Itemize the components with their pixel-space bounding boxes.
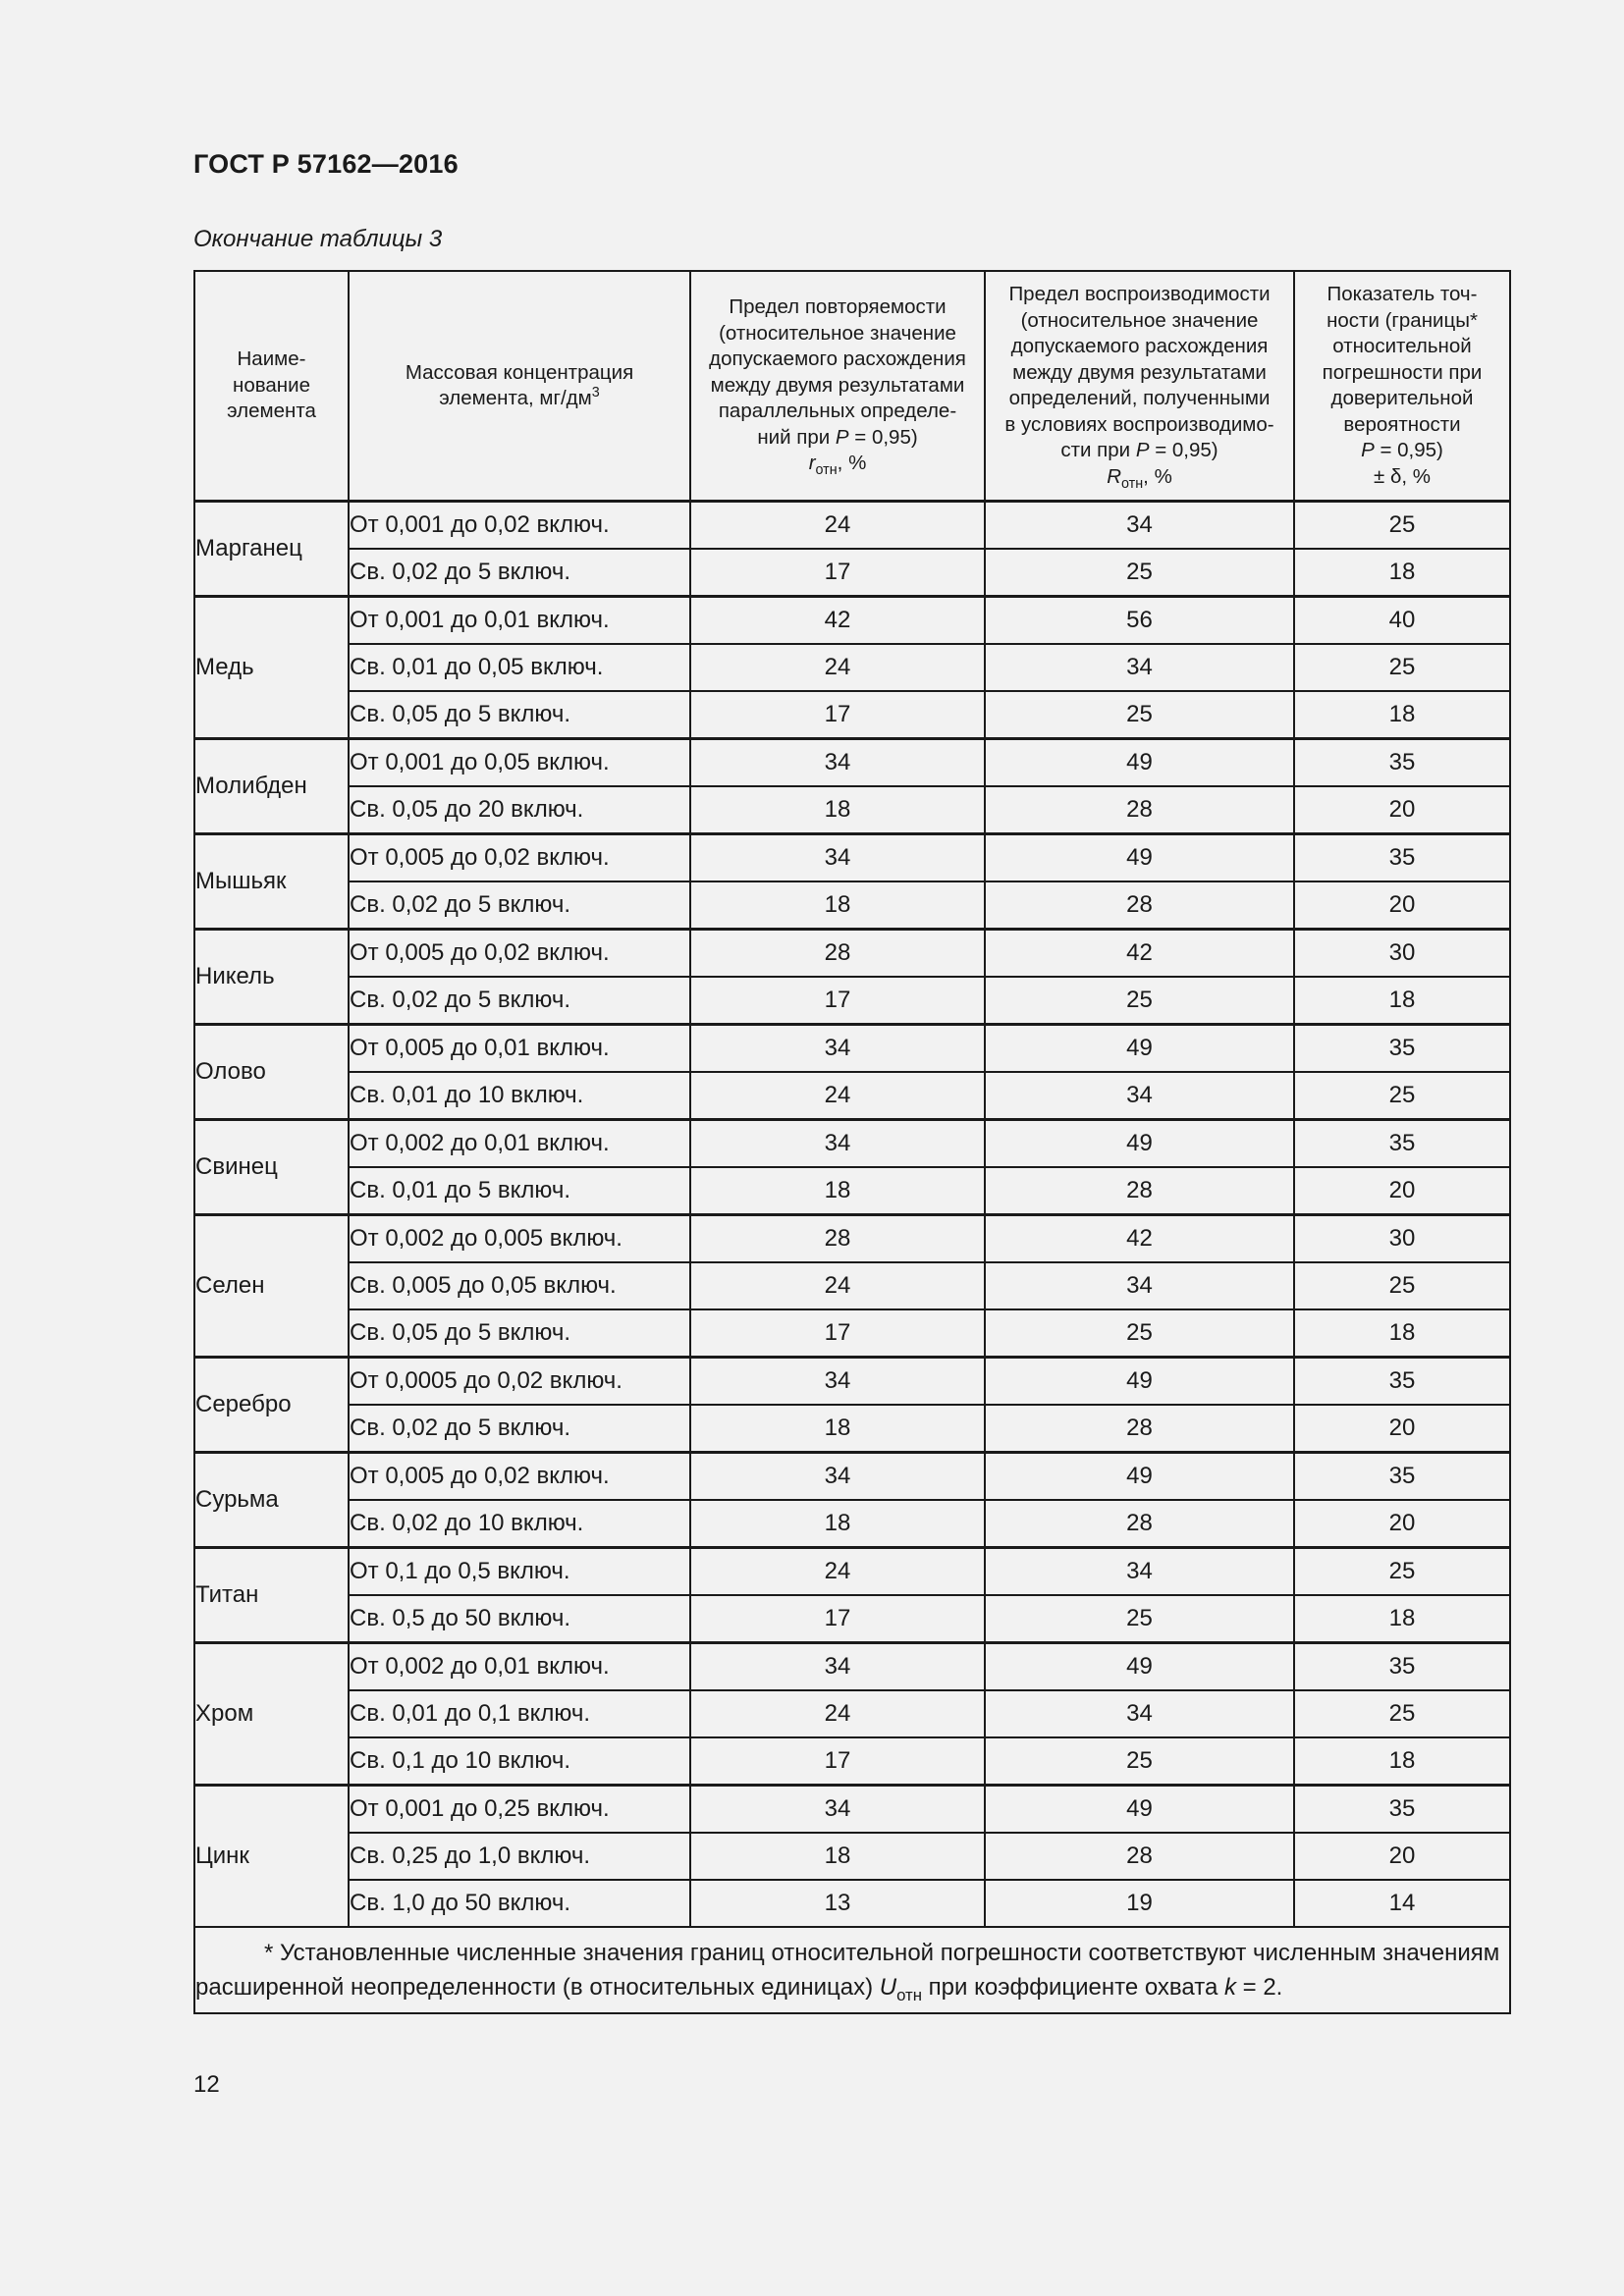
accuracy-cell: 25 [1294, 1548, 1510, 1596]
accuracy-cell: 35 [1294, 834, 1510, 882]
repeatability-cell: 34 [690, 739, 985, 787]
table-row [194, 881, 1510, 930]
concentration-range-cell: От 0,001 до 0,05 включ. [349, 739, 690, 787]
reproducibility-cell: 34 [985, 1548, 1294, 1596]
table-row [194, 1786, 1510, 1834]
reproducibility-cell: 25 [985, 1309, 1294, 1358]
reproducibility-cell: 25 [985, 549, 1294, 597]
repeatability-cell: 17 [690, 1595, 985, 1643]
table-row [194, 1262, 1510, 1309]
concentration-range-cell: Св. 0,02 до 5 включ. [349, 881, 690, 930]
concentration-range-cell: Св. 0,1 до 10 включ. [349, 1737, 690, 1786]
concentration-range-cell: Св. 0,05 до 20 включ. [349, 786, 690, 834]
repeatability-cell: 42 [690, 597, 985, 645]
reproducibility-cell: 28 [985, 1500, 1294, 1548]
table-row [194, 1643, 1510, 1691]
repeatability-cell: 34 [690, 1786, 985, 1834]
accuracy-cell: 20 [1294, 1405, 1510, 1453]
element-name-cell: Цинк [194, 1786, 349, 1928]
concentration-range-cell: От 0,002 до 0,01 включ. [349, 1643, 690, 1691]
accuracy-cell: 25 [1294, 1072, 1510, 1120]
concentration-range-cell: От 0,001 до 0,25 включ. [349, 1786, 690, 1834]
accuracy-cell: 30 [1294, 1215, 1510, 1263]
table-row [194, 1833, 1510, 1880]
accuracy-cell: 35 [1294, 1120, 1510, 1168]
element-name-cell: Титан [194, 1548, 349, 1643]
concentration-range-cell: Св. 0,01 до 0,1 включ. [349, 1690, 690, 1737]
table-row [194, 1880, 1510, 1927]
element-name-cell: Олово [194, 1025, 349, 1120]
reproducibility-cell: 25 [985, 1595, 1294, 1643]
accuracy-cell: 35 [1294, 1786, 1510, 1834]
concentration-range-cell: Св. 0,05 до 5 включ. [349, 691, 690, 739]
accuracy-cell: 18 [1294, 691, 1510, 739]
reproducibility-cell: 28 [985, 1167, 1294, 1215]
concentration-range-cell: От 0,001 до 0,01 включ. [349, 597, 690, 645]
reproducibility-cell: 34 [985, 1262, 1294, 1309]
table-row [194, 1405, 1510, 1453]
reproducibility-cell: 19 [985, 1880, 1294, 1927]
accuracy-cell: 18 [1294, 1309, 1510, 1358]
repeatability-cell: 34 [690, 1025, 985, 1073]
concentration-range-cell: Св. 0,01 до 5 включ. [349, 1167, 690, 1215]
table-row [194, 1215, 1510, 1263]
reproducibility-cell: 34 [985, 644, 1294, 691]
data-table [193, 270, 1511, 2014]
repeatability-cell: 34 [690, 1453, 985, 1501]
reproducibility-cell: 28 [985, 1833, 1294, 1880]
reproducibility-cell: 49 [985, 739, 1294, 787]
table-row [194, 1690, 1510, 1737]
repeatability-cell: 34 [690, 834, 985, 882]
table-row [194, 930, 1510, 978]
concentration-range-cell: Св. 0,02 до 5 включ. [349, 1405, 690, 1453]
concentration-range-cell: Св. 0,01 до 0,05 включ. [349, 644, 690, 691]
concentration-range-cell: От 0,005 до 0,02 включ. [349, 834, 690, 882]
table-row [194, 786, 1510, 834]
reproducibility-cell: 42 [985, 930, 1294, 978]
accuracy-cell: 14 [1294, 1880, 1510, 1927]
accuracy-cell: 25 [1294, 502, 1510, 550]
repeatability-cell: 18 [690, 1833, 985, 1880]
repeatability-cell: 18 [690, 881, 985, 930]
repeatability-cell: 24 [690, 502, 985, 550]
table-row [194, 597, 1510, 645]
repeatability-cell: 13 [690, 1880, 985, 1927]
accuracy-cell: 25 [1294, 1262, 1510, 1309]
reproducibility-cell: 34 [985, 1072, 1294, 1120]
repeatability-cell: 18 [690, 786, 985, 834]
table-row [194, 834, 1510, 882]
concentration-range-cell: От 0,002 до 0,01 включ. [349, 1120, 690, 1168]
accuracy-cell: 18 [1294, 1737, 1510, 1786]
concentration-range-cell: От 0,005 до 0,02 включ. [349, 1453, 690, 1501]
table-row [194, 502, 1510, 550]
accuracy-cell: 20 [1294, 1167, 1510, 1215]
element-name-cell: Мышьяк [194, 834, 349, 930]
concentration-range-cell: Св. 0,02 до 5 включ. [349, 977, 690, 1025]
reproducibility-cell: 28 [985, 1405, 1294, 1453]
accuracy-cell: 30 [1294, 930, 1510, 978]
concentration-range-cell: От 0,002 до 0,005 включ. [349, 1215, 690, 1263]
col-header-accuracy: Показатель точ- ности (границы* относительной погрешности при доверительной вероятности P = 0,95) ± δ, % [1294, 271, 1510, 502]
reproducibility-cell: 49 [985, 1643, 1294, 1691]
reproducibility-cell: 49 [985, 1120, 1294, 1168]
accuracy-cell: 20 [1294, 881, 1510, 930]
table-row [194, 1500, 1510, 1548]
repeatability-cell: 18 [690, 1500, 985, 1548]
reproducibility-cell: 49 [985, 1358, 1294, 1406]
repeatability-cell: 17 [690, 549, 985, 597]
repeatability-cell: 17 [690, 1309, 985, 1358]
repeatability-cell: 18 [690, 1405, 985, 1453]
reproducibility-cell: 28 [985, 881, 1294, 930]
table-row [194, 1309, 1510, 1358]
accuracy-cell: 18 [1294, 549, 1510, 597]
repeatability-cell: 18 [690, 1167, 985, 1215]
col-header-concentration: Массовая концентрация элемента, $мг/дм^3$ [349, 271, 690, 502]
accuracy-cell: 20 [1294, 1833, 1510, 1880]
reproducibility-cell: 25 [985, 691, 1294, 739]
reproducibility-cell: 49 [985, 1025, 1294, 1073]
repeatability-cell: 34 [690, 1358, 985, 1406]
element-name-cell: Селен [194, 1215, 349, 1358]
col-header-repeatability: Предел повторяемости (относительное значение допускаемого расхождения между двумя результатами параллельных определе- ний при P = 0,95) $r_{отн}$, % [690, 271, 985, 502]
concentration-range-cell: Св. 0,02 до 10 включ. [349, 1500, 690, 1548]
table-row [194, 1025, 1510, 1073]
concentration-range-cell: От 0,001 до 0,02 включ. [349, 502, 690, 550]
element-name-cell: Серебро [194, 1358, 349, 1453]
element-name-cell: Марганец [194, 502, 349, 597]
repeatability-cell: 24 [690, 1690, 985, 1737]
repeatability-cell: 17 [690, 691, 985, 739]
table-row [194, 1072, 1510, 1120]
element-name-cell: Сурьма [194, 1453, 349, 1548]
reproducibility-cell: 56 [985, 597, 1294, 645]
reproducibility-cell: 49 [985, 1786, 1294, 1834]
element-name-cell: Медь [194, 597, 349, 739]
accuracy-cell: 18 [1294, 977, 1510, 1025]
col-header-reproducibility: Предел воспроизводимости (относительное значение допускаемого расхождения между двумя результатами определений, полученными в условиях воспроизводимо- сти при P = 0,95) $R_{отн}$, % [985, 271, 1294, 502]
concentration-range-cell: Св. 0,02 до 5 включ. [349, 549, 690, 597]
table-row [194, 1358, 1510, 1406]
concentration-range-cell: Св. 1,0 до 50 включ. [349, 1880, 690, 1927]
reproducibility-cell: 49 [985, 1453, 1294, 1501]
element-name-cell: Свинец [194, 1120, 349, 1215]
repeatability-cell: 28 [690, 930, 985, 978]
accuracy-cell: 25 [1294, 644, 1510, 691]
accuracy-cell: 35 [1294, 1358, 1510, 1406]
reproducibility-cell: 34 [985, 502, 1294, 550]
concentration-range-cell: От 0,0005 до 0,02 включ. [349, 1358, 690, 1406]
reproducibility-cell: 25 [985, 977, 1294, 1025]
accuracy-cell: 25 [1294, 1690, 1510, 1737]
document-header: ГОСТ Р 57162—2016 [193, 149, 459, 179]
reproducibility-cell: 28 [985, 786, 1294, 834]
col-header-name: Наиме- нование элемента [194, 271, 349, 502]
concentration-range-cell: Св. 0,005 до 0,05 включ. [349, 1262, 690, 1309]
repeatability-cell: 28 [690, 1215, 985, 1263]
table-row [194, 977, 1510, 1025]
repeatability-cell: 24 [690, 1548, 985, 1596]
table-footnote: * Установленные численные значения границ относительной погрешности соответствуют численным значениям расширенной неопределенности (в относительных единицах) $U_{отн}$ при коэффициенте охвата k = 2. [194, 1927, 1510, 2013]
accuracy-cell: 40 [1294, 597, 1510, 645]
accuracy-cell: 18 [1294, 1595, 1510, 1643]
concentration-range-cell: Св. 0,5 до 50 включ. [349, 1595, 690, 1643]
concentration-range-cell: Св. 0,05 до 5 включ. [349, 1309, 690, 1358]
element-name-cell: Молибден [194, 739, 349, 834]
table-row [194, 549, 1510, 597]
table-header-row [194, 271, 1510, 502]
reproducibility-cell: 49 [985, 834, 1294, 882]
accuracy-cell: 35 [1294, 1643, 1510, 1691]
accuracy-cell: 20 [1294, 1500, 1510, 1548]
repeatability-cell: 24 [690, 1262, 985, 1309]
concentration-range-cell: От 0,1 до 0,5 включ. [349, 1548, 690, 1596]
table-row [194, 644, 1510, 691]
concentration-range-cell: От 0,005 до 0,02 включ. [349, 930, 690, 978]
table-row [194, 1453, 1510, 1501]
accuracy-cell: 35 [1294, 1453, 1510, 1501]
accuracy-cell: 35 [1294, 739, 1510, 787]
table-body [194, 502, 1510, 1928]
element-name-cell: Никель [194, 930, 349, 1025]
concentration-range-cell: Св. 0,25 до 1,0 включ. [349, 1833, 690, 1880]
reproducibility-cell: 34 [985, 1690, 1294, 1737]
footnote-row [194, 1927, 1510, 2013]
repeatability-cell: 34 [690, 1643, 985, 1691]
table-row [194, 739, 1510, 787]
reproducibility-cell: 25 [985, 1737, 1294, 1786]
page-number: 12 [193, 2071, 220, 2098]
table-row [194, 1167, 1510, 1215]
reproducibility-cell: 42 [985, 1215, 1294, 1263]
accuracy-cell: 35 [1294, 1025, 1510, 1073]
concentration-range-cell: Св. 0,01 до 10 включ. [349, 1072, 690, 1120]
repeatability-cell: 17 [690, 1737, 985, 1786]
table-row [194, 1548, 1510, 1596]
repeatability-cell: 34 [690, 1120, 985, 1168]
repeatability-cell: 24 [690, 644, 985, 691]
concentration-range-cell: От 0,005 до 0,01 включ. [349, 1025, 690, 1073]
table-row [194, 1120, 1510, 1168]
table-row [194, 1737, 1510, 1786]
table-row [194, 1595, 1510, 1643]
accuracy-cell: 20 [1294, 786, 1510, 834]
repeatability-cell: 24 [690, 1072, 985, 1120]
table-caption: Окончание таблицы 3 [193, 226, 443, 252]
element-name-cell: Хром [194, 1643, 349, 1786]
repeatability-cell: 17 [690, 977, 985, 1025]
table-row [194, 691, 1510, 739]
